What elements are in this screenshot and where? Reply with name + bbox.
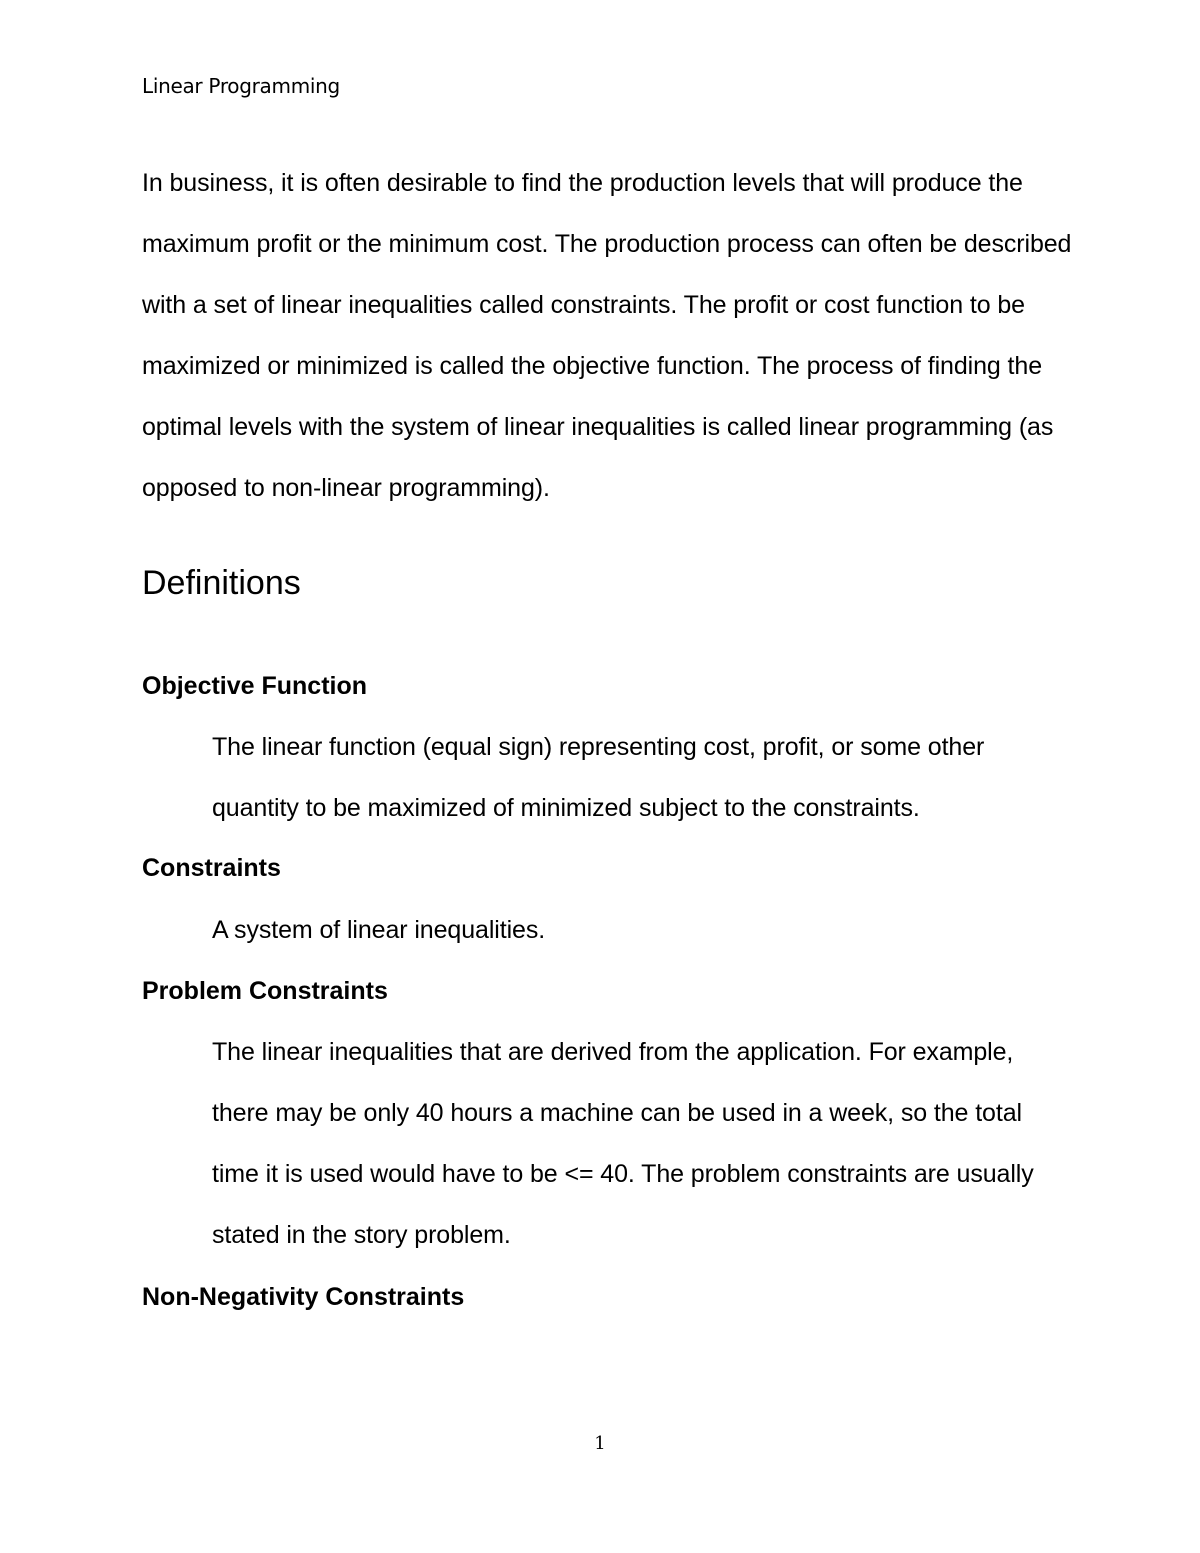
intro-paragraph: In business, it is often desirable to find the production levels that will produce the maximum profit or the minimum cost. The production process can often be described with a set of linear inequalities called constraints. The profit or cost function to be maximized or minimized is called the objective function. The process of finding the optimal levels with the system of linear inequalities is called linear programming (as opposed to non-linear programming). (142, 169, 1072, 502)
definition-objective-function: The linear function (equal sign) representing cost, profit, or some other quantity to be maximized of minimized subject to the constraints. (212, 733, 985, 822)
definitions-heading: Definitions (142, 564, 301, 602)
term-non-negativity-constraints: Non-Negativity Constraints (142, 1283, 465, 1311)
definition-constraints: A system of linear inequalities. (212, 916, 546, 944)
term-objective-function: Objective Function (142, 672, 368, 700)
running-header: Linear Programming (142, 74, 340, 98)
page-number: 1 (594, 1433, 606, 1454)
term-constraints: Constraints (142, 854, 281, 882)
term-problem-constraints: Problem Constraints (142, 977, 388, 1005)
definition-problem-constraints: The linear inequalities that are derived from the application. For example, there may be only 40 hours a machine can be used in a week, so the total time it is used would have to be <= 40. The problem constraints are usually stated in the story problem. (212, 1038, 1034, 1249)
